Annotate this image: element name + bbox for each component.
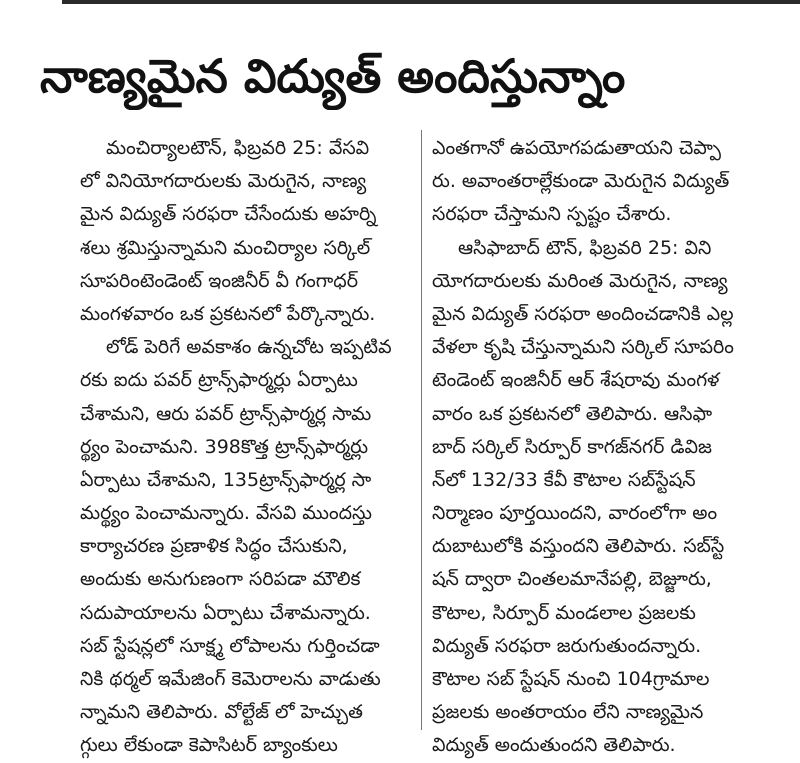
text-line: సరఫరా చేస్తామని స్పష్టం చేశారు. (432, 203, 672, 226)
text-line: దుబాటులోకి వస్తుందని తెలిపారు. సబ్‌స్టే (432, 535, 725, 558)
text-line: సూపరింటెండెంట్ ఇంజినీర్ వీ గంగాధర్ (80, 269, 358, 292)
article-headline: నాణ్యమైన విద్యుత్ అందిస్తున్నాం (40, 49, 626, 103)
text-line: గ్గులు లేకుండా కెపాసిటర్ బ్యాంకులు (80, 734, 338, 757)
text-line: సదుపాయాలను ఏర్పాటు చేశామన్నారు. (80, 601, 371, 624)
top-rule (62, 0, 800, 4)
text-line: మంగళవారం ఒక ప్రకటనలో పేర్కొన్నారు. (80, 302, 376, 325)
text-line: టెండెంట్ ఇంజినీర్ ఆర్ శేషరావు మంగళ (432, 369, 720, 392)
text-line: కౌటాల, సిర్పూర్ మండలాల ప్రజలకు (432, 601, 696, 624)
text-line: మైన విద్యుత్ సరఫరా అందించడానికి ఎల్ల (432, 302, 734, 325)
text-line: బాద్ సర్కిల్ సిర్పూర్ కాగజ్‌నగర్ డివిజ (432, 435, 712, 458)
text-line: ఏర్పాటు చేశామని, 135ట్రాన్స్‌ఫార్మర్ల సా (80, 468, 372, 491)
text-line: విద్యుత్ సరఫరా జరుగుతుందన్నారు. (432, 634, 702, 657)
text-line: రు. అవాంతరాల్లేకుండా మెరుగైన విద్యుత్ (432, 170, 730, 193)
text-line: చేశామని, ఆరు పవర్ ట్రాన్స్‌ఫార్మర్ల సామ (80, 402, 372, 425)
text-line: షన్ ద్వారా చింతలమానేపల్లి, బెజ్జూరు, (432, 568, 712, 591)
column-divider (421, 130, 422, 730)
text-line: న్‌లో 132/33 కేవీ కౌటాల సబ్‌స్టేషన్ (432, 468, 696, 491)
text-line: మర్థ్యం పెంచామన్నారు. వేసవి ముందస్తు (80, 502, 372, 525)
text-line: ప్రజలకు అంతరాయం లేని నాణ్యమైన (432, 701, 704, 724)
text-line: అందుకు అనుగుణంగా సరిపడా మౌలిక (80, 568, 361, 591)
text-line: ఆసిఫాబాద్ టౌన్, ఫిబ్రవరి 25: విని (458, 236, 712, 259)
text-line: ర్థ్యం పెంచామని. 398కొత్త ట్రాన్స్‌ఫార్మర్లు (80, 435, 369, 458)
text-line: మంచిర్యాలటౌన్, ఫిబ్రవరి 25: వేసవి (106, 137, 370, 159)
text-line: కౌటాల సబ్ స్టేషన్ నుంచి 104గ్రామాల (432, 668, 710, 690)
text-line: ఎంతగానో ఉపయోగపడుతాయని చెప్పా (432, 137, 721, 159)
text-line: యోగదారులకు మరింత మెరుగైన, నాణ్య (432, 269, 728, 292)
text-line: సబ్ స్టేషన్లలో సూక్ష్మ లోపాలను గుర్తించడా (80, 634, 380, 657)
text-line: లోడ్ పెరిగే అవకాశం ఉన్నచోట ఇప్పటివ (106, 336, 392, 359)
text-line: మైన విద్యుత్ సరఫరా చేసేందుకు అహర్ని (80, 203, 377, 226)
text-line: నికి థర్మల్ ఇమేజింగ్ కెమెరాలను వాడుతు (80, 668, 381, 690)
text-line: న్నామని తెలిపారు. వోల్టేజ్ లో హెచ్చుత (80, 701, 363, 724)
text-line: నిర్మాణం పూర్తయిందని, వారంలోగా అం (432, 502, 718, 525)
text-line: వారం ఒక ప్రకటనలో తెలిపారు. ఆసిఫా (432, 402, 713, 425)
text-line: విద్యుత్ అందుతుందని తెలిపారు. (432, 734, 676, 757)
article-column-left (80, 132, 410, 763)
article-column-right (432, 132, 762, 763)
text-line: వేళలా కృషి చేస్తున్నామని సర్కిల్ సూపరిం (432, 336, 734, 359)
text-line: శలు శ్రమిస్తున్నామని మంచిర్యాల సర్కిల్ (80, 236, 371, 259)
text-line: లో వినియోగదారులకు మెరుగైన, నాణ్య (80, 170, 367, 193)
text-line: రకు ఐదు పవర్ ట్రాన్స్‌ఫార్మర్లు ఏర్పాటు (80, 369, 358, 392)
text-line: కార్యాచరణ ప్రణాళిక సిద్ధం చేసుకుని, (80, 535, 348, 558)
